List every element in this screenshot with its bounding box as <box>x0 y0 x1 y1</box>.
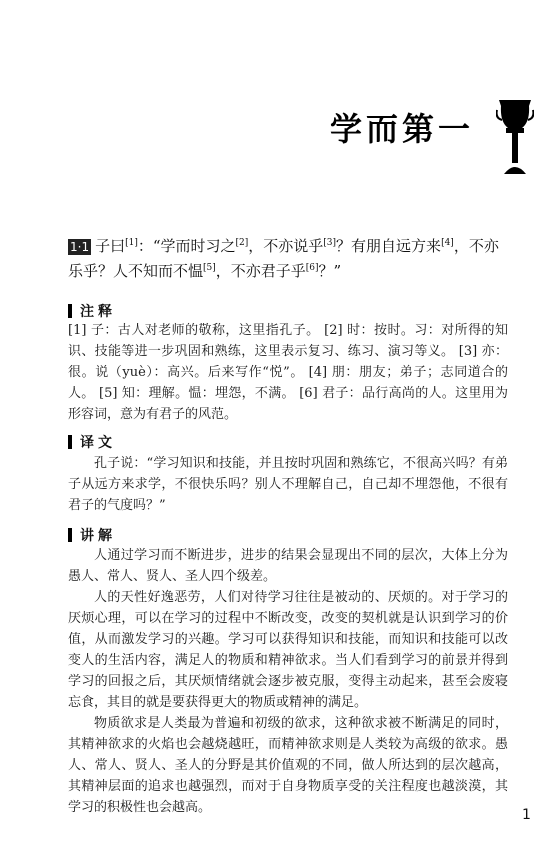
commentary-paragraph: 人通过学习而不断进步，进步的结果会显现出不同的层次，大体上分为愚人、常人、贤人、圣人四个级差。 <box>68 548 508 584</box>
page-number: 1 <box>522 807 531 823</box>
footnote-marker: [4] <box>441 238 454 248</box>
verse-text: ？有朋自远方来 <box>336 237 442 255</box>
section-heading-text: 讲解 <box>80 528 116 544</box>
section-heading-translation <box>68 432 116 452</box>
footnote-marker: [2] <box>235 238 249 248</box>
footnote-marker: [5] <box>203 263 216 273</box>
verse-text: ：“学而时习之 <box>137 237 236 255</box>
notes-text: [1] 子：古人对老师的敬称，这里指孔子。 [2] 时：按时。习：对所得的知识、技能等进一步巩固和熟练，这里表示复习、练习、演习等义。 [3] 亦：很。说（yuè）：高兴。后来写作“悦”。 [4] 朋：朋友；弟子；志同道合的人。 [5] 知：理解。愠：埋怨，不满。 [6] 君子：品行高尚的人。这里用为形容词，意为有君子的风范。 <box>68 323 508 422</box>
verse-text: 子曰 <box>95 237 126 255</box>
footnote-marker: [6] <box>305 263 319 273</box>
verse-block <box>68 234 508 284</box>
commentary-paragraph: 物质欲求是人类最为普遍和初级的欲求，这种欲求被不断满足的同时，其精神欲求的火焰也会越烧越旺，而精神欲求则是人类较为高级的欲求。愚人、常人、贤人、圣人的分野是其价值观的不同，做人所达到的层次越高，其精神层面的追求也越强烈，而对于自身物质享受的关注程度也越淡漠，其学习的积极性也会越高。 <box>68 716 508 815</box>
verse-text: ，不亦说乎 <box>248 237 324 255</box>
heading-bar <box>68 435 72 449</box>
section-heading-text: 译文 <box>80 435 116 451</box>
section-heading-commentary <box>68 525 116 545</box>
verse-text: ？” <box>318 262 342 280</box>
verse-number: 1·1 <box>70 240 90 254</box>
heading-bar <box>68 528 72 542</box>
commentary-paragraph: 人的天性好逸恶劳，人们对待学习往往是被动的、厌烦的。对于学习的厌烦心理，可以在学习的过程中不断改变，改变的契机就是认识到学习的价值，从而激发学习的兴趣。学习可以获得知识和技能，而知识和技能可以改变人的生活内容，满足人的物质和精神欲求。当人们看到学习的前景并得到学习的回报之后，其厌烦情绪就会逐步被克服，变得主动起来，甚至会废寝忘食，其目的就是要获得更大的物质或精神的满足。 <box>68 590 508 710</box>
notes-body <box>68 320 508 425</box>
footnote-marker: [1] <box>125 238 138 248</box>
section-heading-text: 注释 <box>80 304 116 320</box>
verse-text: ，不亦君子乎 <box>215 262 306 280</box>
commentary-body <box>68 545 508 818</box>
heading-bar <box>68 304 72 318</box>
footnote-marker: [3] <box>323 238 337 248</box>
translation-body <box>68 453 508 516</box>
translation-text: 孔子说：“学习知识和技能，并且按时巩固和熟练它，不很高兴吗？有弟子从远方来求学，不很快乐吗？别人不理解自己，自己却不埋怨他，不很有君子的气度吗？” <box>68 456 508 513</box>
section-heading-notes <box>68 301 116 321</box>
chapter-title: 学而第一 <box>330 110 475 148</box>
verse-text: ，不亦乐乎？人不知而不愠 <box>68 237 499 280</box>
bronze-vessel-icon <box>496 96 534 176</box>
